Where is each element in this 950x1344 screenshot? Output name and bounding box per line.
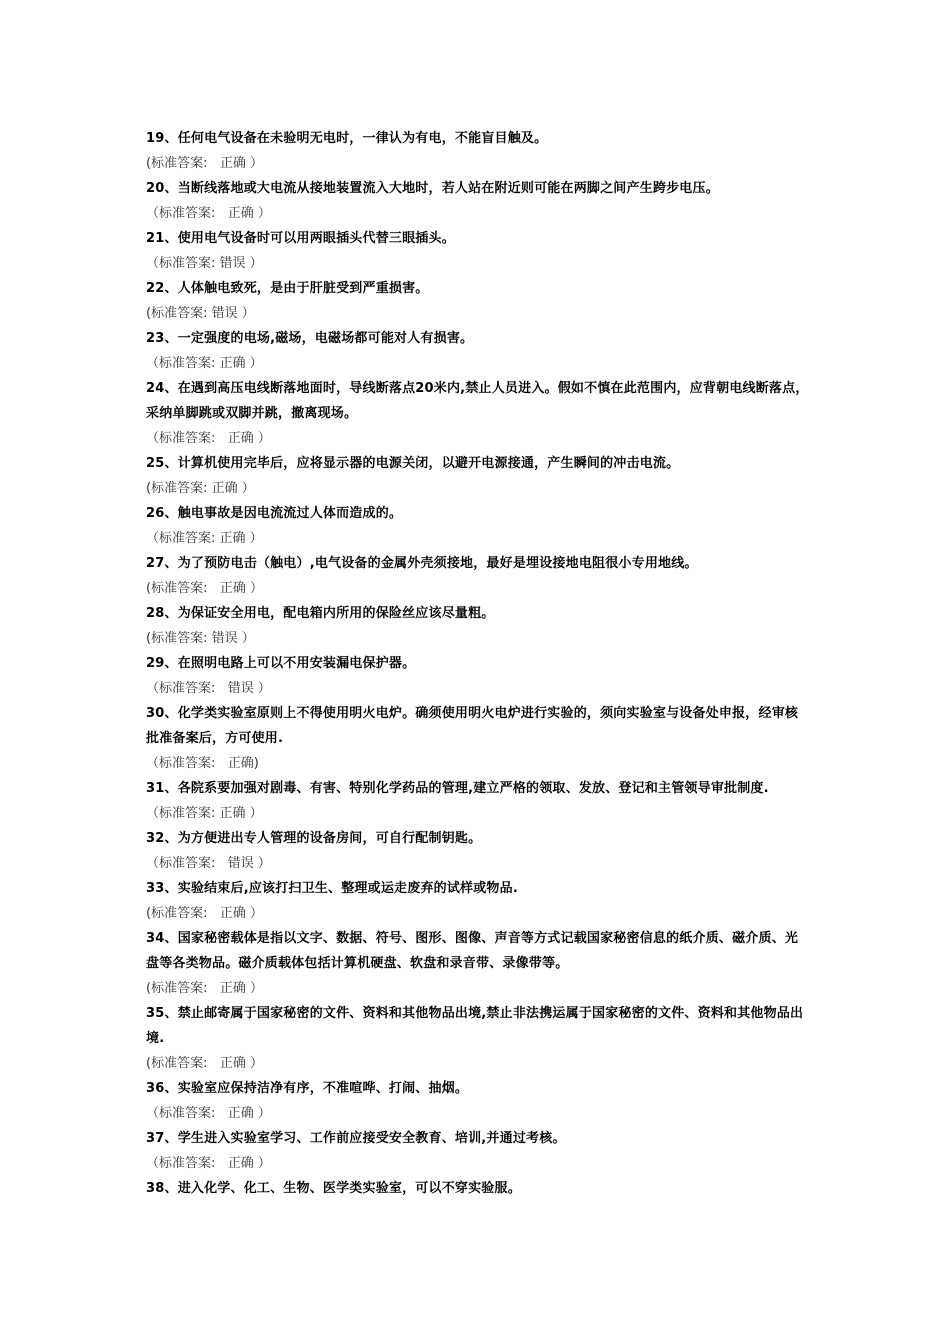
answer-19: (标准答案: 正确 ） — [146, 156, 263, 171]
question-22: 22、人体触电致死，是由于肝脏受到严重损害。 — [146, 281, 429, 296]
answer-20: （标准答案: 正确 ） — [146, 206, 271, 221]
answer-27: (标准答案: 正确 ） — [146, 581, 263, 596]
question-32: 32、为方便进出专人管理的设备房间，可自行配制钥匙。 — [146, 831, 482, 846]
question-25: 25、计算机使用完毕后，应将显示器的电源关闭，以避开电源接通，产生瞬间的冲击电流。 — [146, 456, 680, 471]
question-23: 23、一定强度的电场,磁场，电磁场都可能对人有损害。 — [146, 331, 474, 346]
answer-21: （标准答案: 错误 ） — [146, 256, 263, 271]
question-31: 31、各院系要加强对剧毒、有害、特别化学药品的管理,建立严格的领取、发放、登记和主管领导审批制度. — [146, 781, 769, 796]
question-30: 30、化学类实验室原则上不得使用明火电炉。确须使用明火电炉进行实验的，须向实验室与设备处申报，经审核批准备案后，方可使用. — [146, 706, 799, 746]
answer-23: （标准答案: 正确 ） — [146, 356, 263, 371]
question-24: 24、在遇到高压电线断落地面时，导线断落点20米内,禁止人员进入。假如不慎在此范围内，应背朝电线断落点，采纳单脚跳或双脚并跳，撤离现场。 — [146, 381, 809, 421]
answer-31: （标准答案: 正确 ） — [146, 806, 263, 821]
answer-32: （标准答案: 错误 ） — [146, 856, 271, 871]
question-21: 21、使用电气设备时可以用两眼插头代替三眼插头。 — [146, 231, 455, 246]
answer-37: （标准答案: 正确 ） — [146, 1156, 271, 1171]
question-34: 34、国家秘密载体是指以文字、数据、符号、图形、图像、声音等方式记载国家秘密信息的纸介质、磁介质、光盘等各类物品。磁介质载体包括计算机硬盘、软盘和录音带、录像带等。 — [146, 931, 799, 971]
answer-33: (标准答案: 正确 ） — [146, 906, 263, 921]
answer-24: （标准答案: 正确 ） — [146, 431, 271, 446]
question-36: 36、实验室应保持洁净有序，不准喧哗、打闹、抽烟。 — [146, 1081, 469, 1096]
question-28: 28、为保证安全用电，配电箱内所用的保险丝应该尽量粗。 — [146, 606, 495, 621]
question-35: 35、禁止邮寄属于国家秘密的文件、资料和其他物品出境,禁止非法携运属于国家秘密的文件、资料和其他物品出境. — [146, 1006, 804, 1046]
question-19: 19、任何电气设备在未验明无电时，一律认为有电，不能盲目触及。 — [146, 131, 548, 146]
question-29: 29、在照明电路上可以不用安装漏电保护器。 — [146, 656, 416, 671]
answer-22: (标准答案: 错误 ） — [146, 306, 255, 321]
answer-36: （标准答案: 正确 ） — [146, 1106, 271, 1121]
question-list — [146, 126, 810, 1201]
question-33: 33、实验结束后,应该打扫卫生、整理或运走废弃的试样或物品. — [146, 881, 518, 896]
question-26: 26、触电事故是因电流流过人体而造成的。 — [146, 506, 403, 521]
answer-25: (标准答案: 正确 ） — [146, 481, 255, 496]
question-37: 37、学生进入实验室学习、工作前应接受安全教育、培训,并通过考核。 — [146, 1131, 566, 1146]
answer-35: (标准答案: 正确 ） — [146, 1056, 263, 1071]
answer-26: （标准答案: 正确 ） — [146, 531, 263, 546]
answer-34: (标准答案: 正确 ） — [146, 981, 263, 996]
question-27: 27、为了预防电击（触电）,电气设备的金属外壳须接地，最好是埋设接地电阻很小专用地线。 — [146, 556, 698, 571]
question-20: 20、当断线落地或大电流从接地装置流入大地时，若人站在附近则可能在两脚之间产生跨步电压。 — [146, 181, 719, 196]
answer-28: (标准答案: 错误 ） — [146, 631, 255, 646]
answer-30: （标准答案: 正确) — [146, 756, 259, 771]
question-38: 38、进入化学、化工、生物、医学类实验室，可以不穿实验服。 — [146, 1181, 521, 1196]
answer-29: （标准答案: 错误 ） — [146, 681, 271, 696]
